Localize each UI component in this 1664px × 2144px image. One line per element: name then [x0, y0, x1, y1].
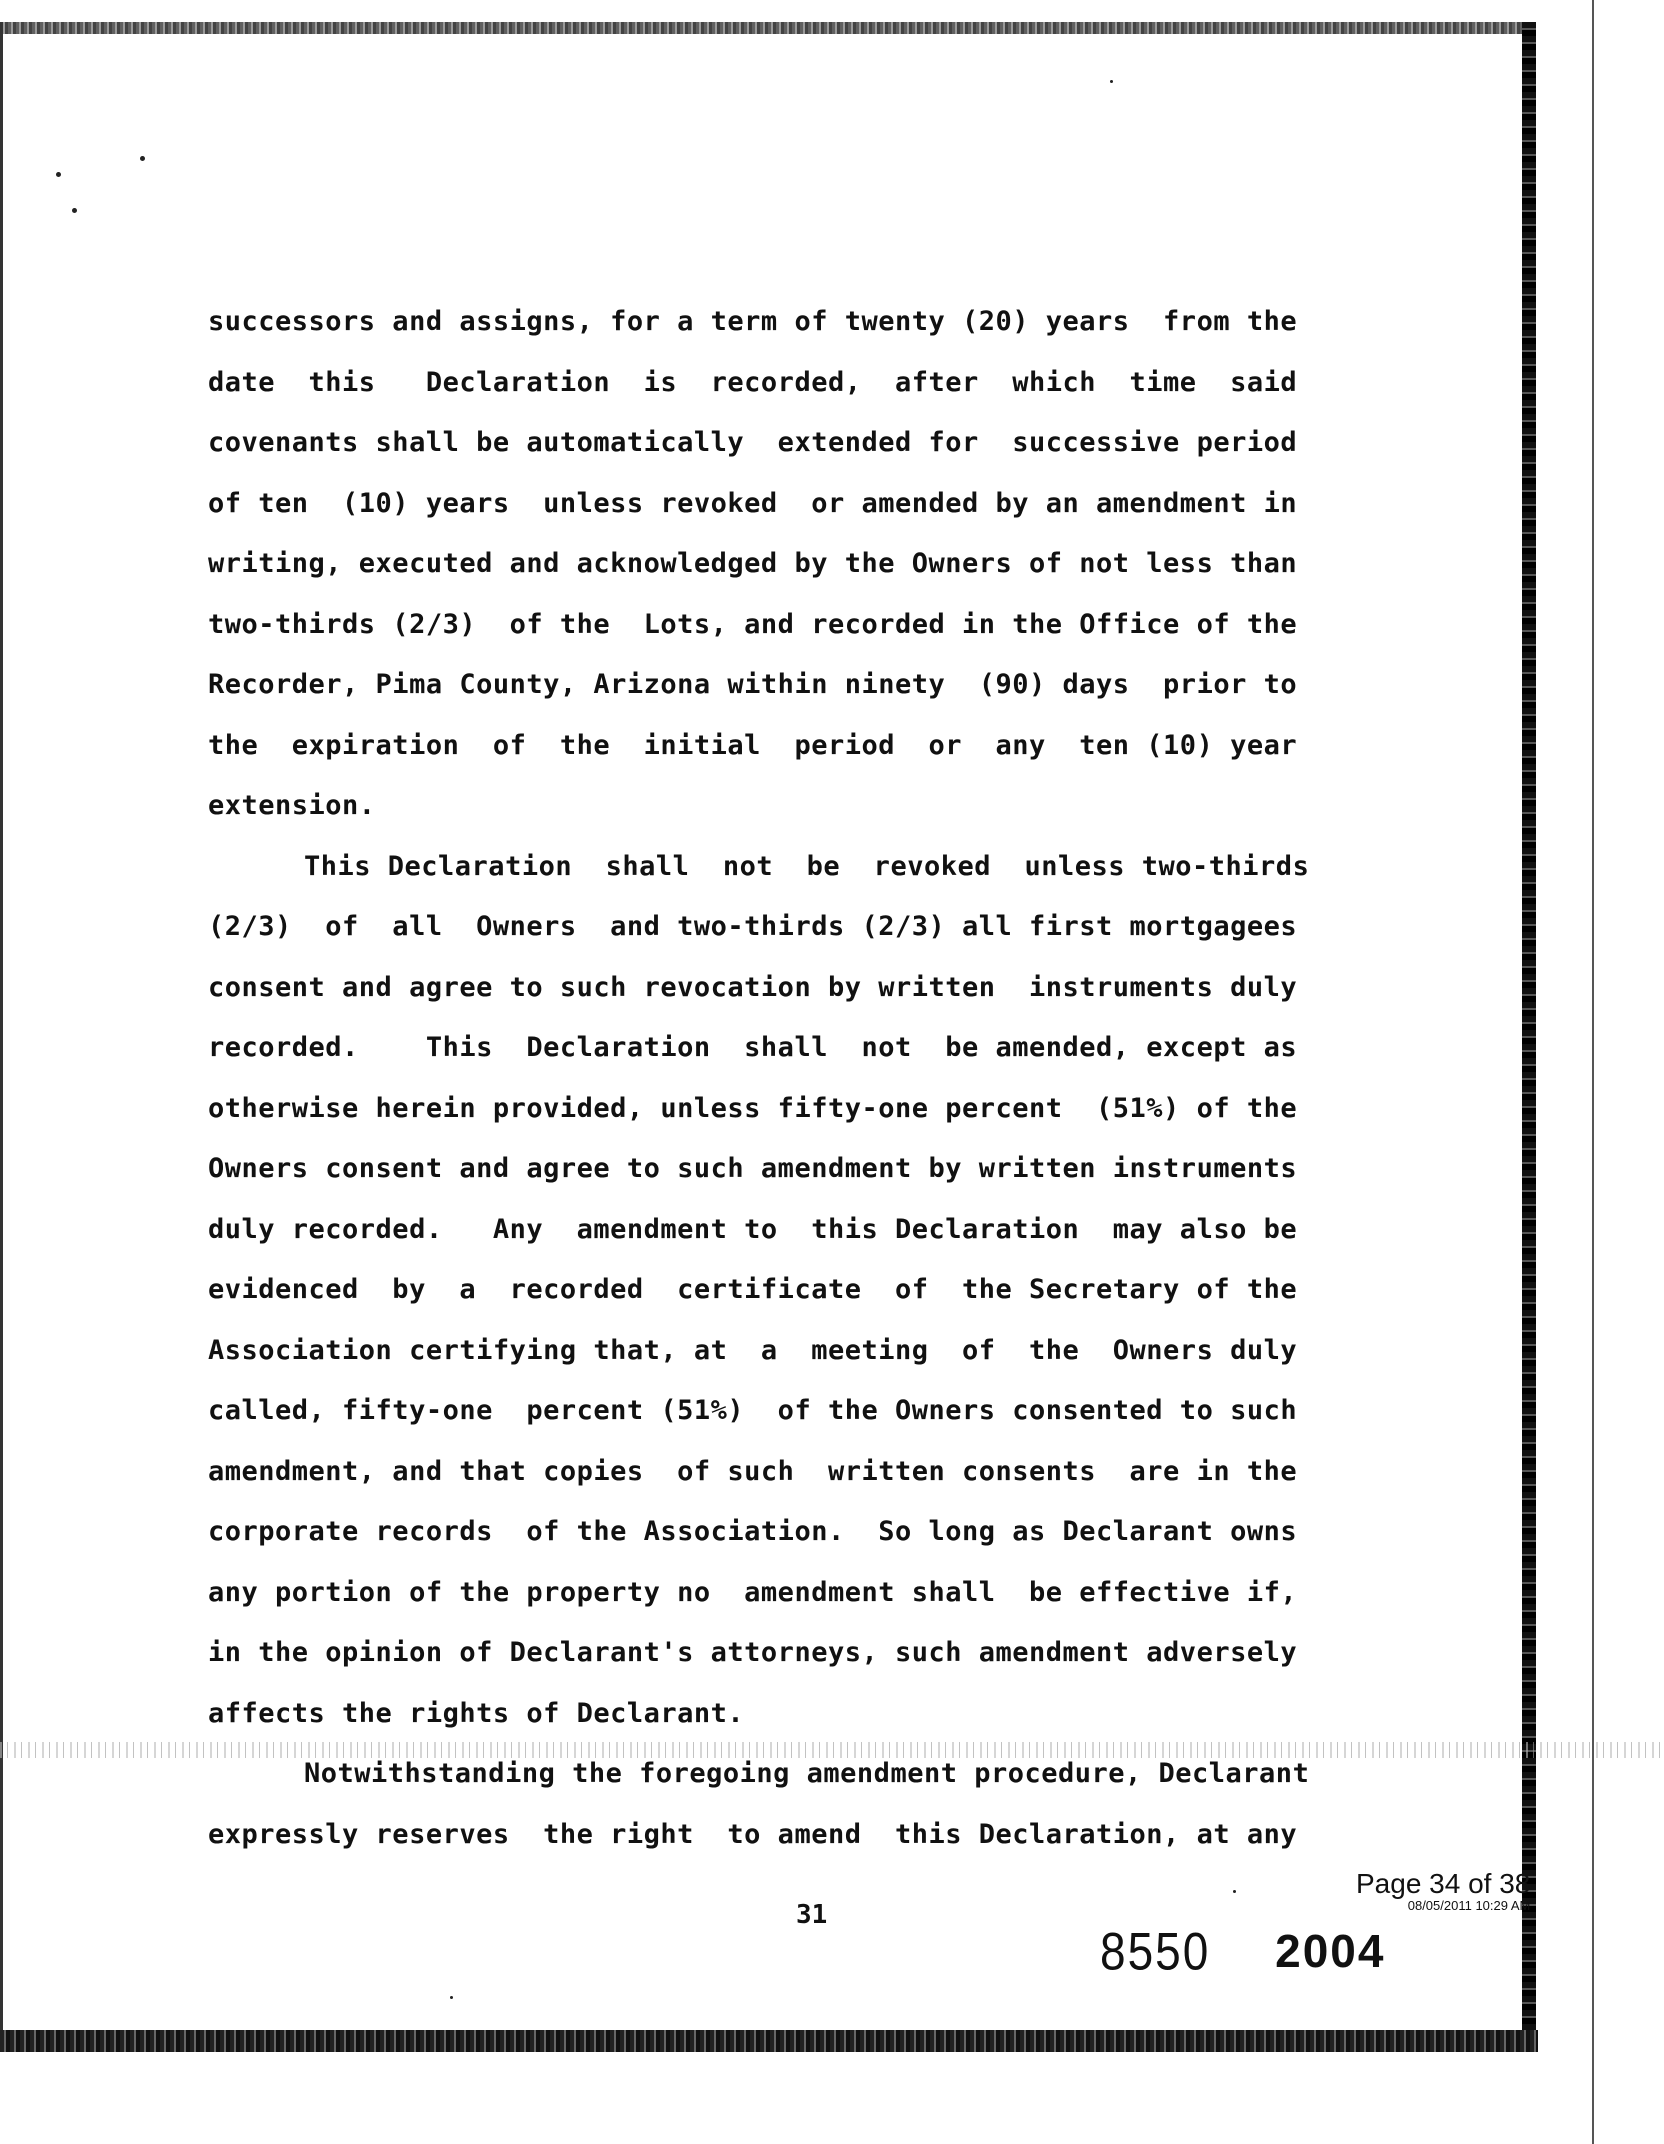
text-line: (2/3) of all Owners and two-thirds (2/3) all first mortgagees: [208, 911, 1298, 942]
text-line: This Declaration shall not be revoked unless two-thirds: [304, 850, 1310, 882]
scan-speck: [1233, 1890, 1236, 1893]
text-line: called, fifty-one percent (51%) of the Owners consented to such: [208, 1395, 1298, 1426]
scan-top-edge: [0, 22, 1535, 34]
text-line: otherwise herein provided, unless fifty-one percent (51%) of the: [208, 1092, 1298, 1124]
text-line: Association certifying that, at a meeting of the Owners duly: [208, 1334, 1298, 1366]
scan-right-line: [1592, 0, 1594, 2144]
text-line: evidenced by a recorded certificate of the Secretary of the: [208, 1274, 1298, 1305]
scan-left-edge: [0, 22, 3, 2032]
text-line: Owners consent and agree to such amendment by written instruments: [208, 1153, 1298, 1184]
recorder-page-stamp: [1356, 1868, 1530, 1913]
text-line: expressly reserves the right to amend this Declaration, at any: [208, 1818, 1298, 1850]
scan-right-edge: [1522, 22, 1536, 2032]
recording-book-number: 8550: [1100, 1921, 1211, 1981]
text-line: recorded. This Declaration shall not be amended, except as: [208, 1032, 1298, 1063]
text-line: consent and agree to such revocation by written instruments duly: [208, 971, 1298, 1003]
scan-bottom-edge: [0, 2030, 1538, 2052]
text-line: of ten (10) years unless revoked or amended by an amendment in: [208, 487, 1298, 519]
text-line: covenants shall be automatically extended for successive period: [208, 427, 1298, 458]
text-line: duly recorded. Any amendment to this Declaration may also be: [208, 1213, 1298, 1245]
text-line: in the opinion of Declarant's attorneys, such amendment adversely: [208, 1637, 1298, 1668]
page-count-label: Page 34 of 38: [1356, 1868, 1531, 1899]
text-line: writing, executed and acknowledged by the Owners of not less than: [208, 548, 1298, 579]
scan-speck: [72, 208, 77, 213]
text-line: amendment, and that copies of such written consents are in the: [208, 1455, 1298, 1487]
text-line: any portion of the property no amendment shall be effective if,: [208, 1576, 1298, 1608]
text-line: affects the rights of Declarant.: [208, 1697, 745, 1729]
text-line: date this Declaration is recorded, after which time said: [208, 366, 1298, 398]
scan-speck: [56, 172, 61, 177]
text-line: corporate records of the Association. So long as Declarant owns: [208, 1516, 1298, 1547]
record-timestamp: 08/05/2011 10:29 AM: [1407, 1898, 1531, 1913]
text-line: the expiration of the initial period or any ten (10) year: [208, 729, 1298, 761]
text-line: two-thirds (2/3) of the Lots, and recorded in the Office of the: [208, 608, 1298, 640]
text-line: Notwithstanding the foregoing amendment procedure, Declarant: [304, 1758, 1310, 1789]
text-line: extension.: [208, 790, 376, 821]
text-line: Recorder, Pima County, Arizona within ninety (90) days prior to: [208, 669, 1298, 700]
recording-book-page: [1100, 1921, 1386, 1981]
text-line: successors and assigns, for a term of twenty (20) years from the: [208, 306, 1298, 337]
scan-speck: [1110, 80, 1113, 83]
scan-speck: [140, 156, 145, 161]
declaration-body-text: [208, 292, 1408, 1865]
page-number: 31: [796, 1900, 828, 1930]
recording-page-number: 2004: [1275, 1925, 1386, 1977]
scan-speck: [450, 1996, 453, 1999]
